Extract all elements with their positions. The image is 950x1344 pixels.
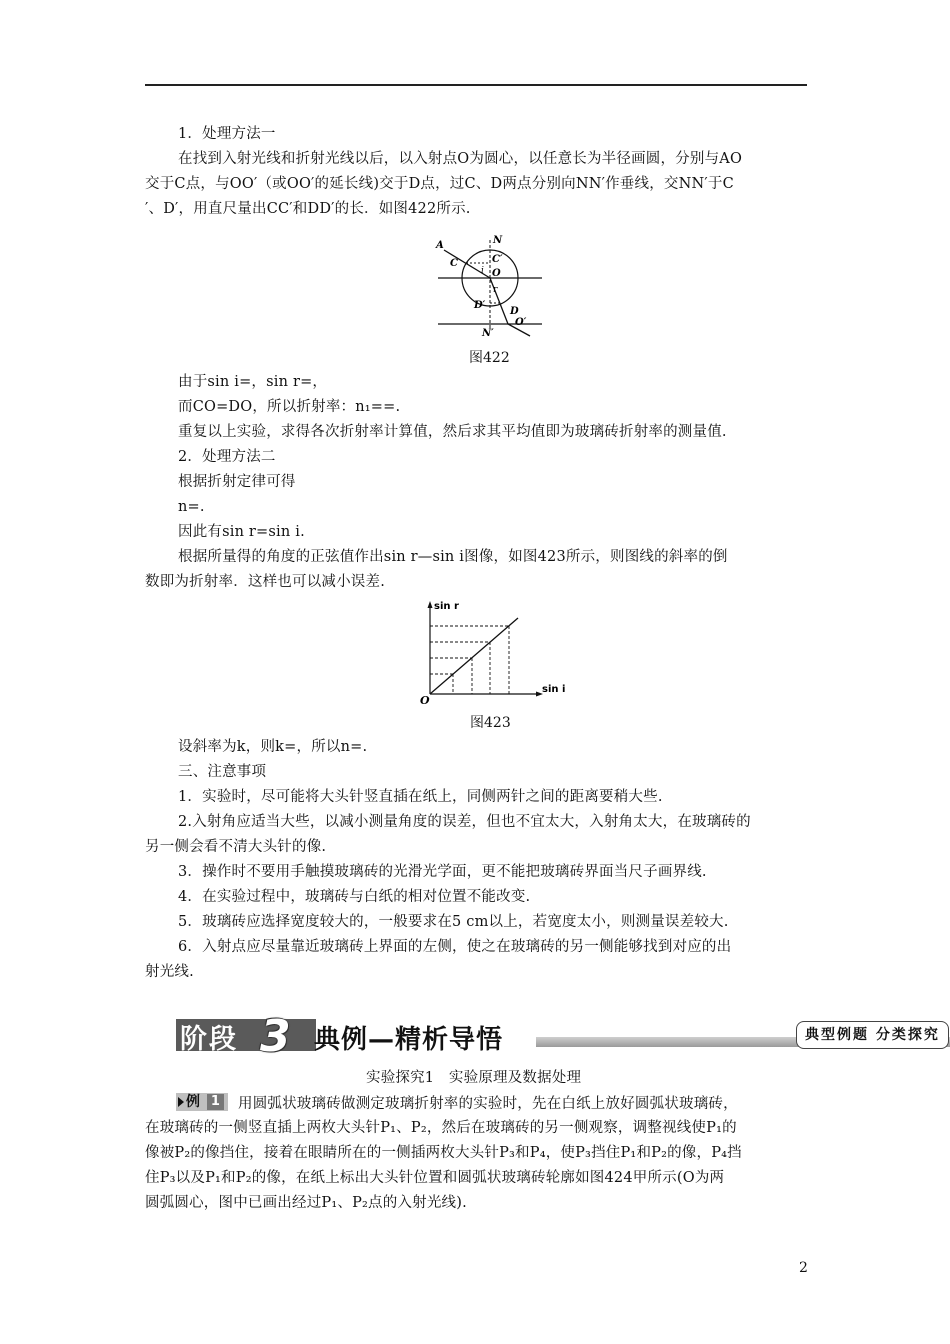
label-N: N — [493, 235, 503, 246]
page-number: 2 — [799, 1260, 808, 1276]
text-line: 2．处理方法二 — [178, 449, 276, 465]
stage-banner — [176, 1011, 950, 1062]
text-line: 重复以上实验，求得各次折射率计算值，然后求其平均值即为玻璃砖折射率的测量值. — [178, 424, 727, 440]
example-arrow-icon — [178, 1097, 184, 1107]
label-A: A — [436, 240, 444, 251]
label-i: i — [481, 266, 484, 276]
text-line: 在找到入射光线和折射光线以后，以入射点O为圆心，以任意长为半径画圆，分别与AO — [178, 151, 743, 167]
example-badge-number: 1 — [207, 1094, 224, 1110]
y-axis-arrow — [428, 601, 433, 608]
origin-label: O — [420, 694, 430, 707]
text-line: ′、D′，用直尺量出CC′和DD′的长．如图422所示. — [145, 201, 471, 217]
text-line: 设斜率为k，则k=，所以n=. — [178, 739, 368, 755]
label-D: D — [510, 306, 519, 317]
x-axis-label: sin i — [542, 684, 566, 695]
example-line: 住P₃以及P₁和P₂的像，在纸上标出大头针位置和圆弧状玻璃砖轮廓如图424甲所示(O为两 — [145, 1170, 725, 1186]
text-line: 射光线. — [145, 964, 194, 980]
text-line: 另一侧会看不清大头针的像. — [145, 839, 327, 855]
text-line: 交于C点，与OO′（或OO′的延长线)交于D点，过C、D两点分别向NN′作垂线，交NN′于C — [145, 176, 734, 192]
text-line: 数即为折射率．这样也可以减小误差. — [145, 574, 386, 590]
label-r: r — [493, 285, 498, 295]
stage-tag: 典型例题 分类探究 — [796, 1021, 949, 1049]
label-O-prime: O′ — [515, 317, 527, 328]
text-line: 1．处理方法一 — [178, 126, 276, 142]
stage-number: 3 — [260, 1011, 291, 1062]
label-O: O — [492, 268, 501, 279]
fit-line — [430, 618, 518, 694]
stage-title: 典例—精析导悟 — [314, 1025, 504, 1055]
label-D-prime: D′ — [474, 300, 486, 311]
y-axis-label: sin r — [434, 601, 459, 612]
example-badge — [176, 1093, 228, 1111]
example-badge-label: 例 — [186, 1094, 201, 1110]
text-line: 4．在实验过程中，玻璃砖与白纸的相对位置不能改变. — [178, 889, 531, 905]
text-line: 2.入射角应适当大些，以减小测量角度的误差，但也不宜太大，入射角太大，在玻璃砖的 — [178, 814, 751, 830]
label-N-prime: N′ — [482, 328, 494, 339]
header-rule — [145, 84, 807, 86]
section-title: 实验探究1 实验原理及数据处理 — [366, 1070, 582, 1086]
text-line: 由于sin i=，sin r=， — [178, 374, 328, 390]
example-first-line — [176, 1093, 738, 1114]
example-line: 圆弧圆心，图中已画出经过P₁、P₂点的入射光线). — [145, 1195, 467, 1211]
text-line: 三、注意事项 — [178, 764, 267, 780]
text-line: 而CO=DO，所以折射率：n₁==. — [178, 399, 401, 415]
example-line: 像被P₂的像挡住，接着在眼睛所在的一侧插两枚大头针P₃和P₄，使P₃挡住P₁和P₂的像，P₄挡 — [145, 1145, 742, 1161]
figure-423-caption: 图423 — [470, 715, 511, 731]
text-line: 根据所量得的角度的正弦值作出sin r—sin i图像，如图423所示，则图线的斜率的倒 — [178, 549, 728, 565]
example-line: 在玻璃砖的一侧竖直插上两枚大头针P₁、P₂，然后在玻璃砖的另一侧观察，调整视线使P₁的 — [145, 1120, 737, 1136]
text-line: 因此有sin r=sin i. — [178, 524, 305, 540]
text-line: 5．玻璃砖应选择宽度较大的，一般要求在5 cm以上，若宽度太小，则测量误差较大. — [178, 914, 729, 930]
label-C-prime: C′ — [492, 254, 503, 265]
example-line: 用圆弧状玻璃砖做测定玻璃折射率的实验时，先在白纸上放好圆弧状玻璃砖， — [238, 1096, 738, 1112]
label-C: C — [450, 258, 458, 269]
stage-label: 阶段 — [180, 1024, 238, 1055]
text-line: 根据折射定律可得 — [178, 474, 296, 490]
text-line: 6．入射点应尽量靠近玻璃砖上界面的左侧，使之在玻璃砖的另一侧能够找到对应的出 — [178, 939, 732, 955]
figure-422 — [430, 232, 550, 342]
text-line: 3．操作时不要用手触摸玻璃砖的光滑光学面，更不能把玻璃砖界面当尺子画界线. — [178, 864, 707, 880]
text-line: 1．实验时，尽可能将大头针竖直插在纸上，同侧两针之间的距离要稍大些. — [178, 789, 663, 805]
figure-422-caption: 图422 — [469, 350, 510, 366]
figure-423 — [418, 598, 574, 708]
text-line: n=. — [178, 499, 205, 515]
